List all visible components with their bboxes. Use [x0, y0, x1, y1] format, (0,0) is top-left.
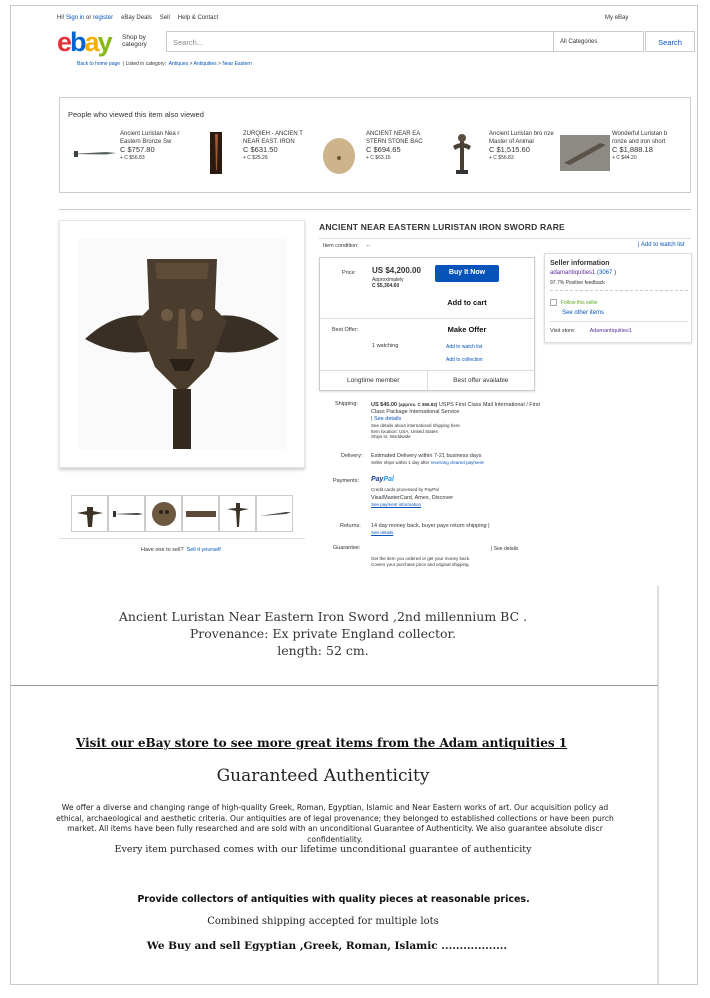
title-divider — [319, 238, 691, 239]
see-other-items-link[interactable]: See other items — [562, 310, 605, 316]
also-viewed-item[interactable] — [437, 130, 559, 182]
buybox-divider — [320, 318, 534, 319]
see-payment-link[interactable]: See payment information — [371, 501, 422, 507]
have-one-text: Have one to sell? — [141, 547, 184, 553]
deals-link[interactable]: eBay Deals — [121, 15, 152, 21]
description-intro — [11, 608, 635, 659]
back-home-link[interactable]: Back to home page — [77, 61, 121, 67]
paypal-logo — [371, 476, 394, 483]
logo-b: b — [70, 27, 85, 57]
also-viewed-item[interactable] — [560, 130, 682, 182]
thumbnail-2[interactable] — [108, 495, 145, 532]
condition-label: Item condition: — [323, 243, 359, 249]
also-viewed-text — [366, 130, 434, 162]
header-links — [57, 15, 218, 21]
item-shipping: + C $44.20 — [612, 155, 637, 161]
follow-seller[interactable] — [550, 299, 598, 306]
returns-details-link[interactable]: See details — [371, 530, 394, 535]
search-input[interactable]: Search... — [166, 31, 554, 52]
card-types: Visa/MasterCard, Amex, Discover — [371, 494, 454, 501]
shop-by-category[interactable]: Shop by category — [122, 34, 147, 48]
guaranteed-heading: Guaranteed Authenticity — [216, 766, 430, 786]
add-to-cart-button[interactable]: Add to cart — [447, 298, 487, 307]
seller-title: Seller information — [550, 260, 610, 267]
item-location: Item location: USA, United States — [371, 428, 438, 434]
seller-score-close: ) — [614, 270, 617, 276]
description-divider — [11, 685, 658, 686]
category-select[interactable]: All Categories — [554, 31, 644, 52]
item-condition — [323, 243, 370, 249]
sell-it-link[interactable]: Sell it yourself — [186, 547, 221, 553]
para-line4: confidentiality. — [307, 834, 363, 844]
thumbnail-6[interactable] — [256, 495, 293, 532]
guarantee-line1: Get the item you ordered or get your money back. — [371, 556, 471, 561]
thumbnail-strip — [71, 495, 293, 532]
store-link[interactable]: Adamantiquities1 — [589, 328, 632, 334]
crumb-antiquities[interactable]: Antiquities — [193, 61, 217, 67]
seller-divider-2 — [550, 321, 688, 322]
item-name[interactable]: ANCIENT NEAR EA STERN STONE BAC — [366, 131, 423, 145]
page — [10, 5, 698, 985]
paypal-a: Pay — [371, 476, 384, 483]
greeting — [57, 15, 113, 21]
best-offer-badge: Best offer available — [427, 371, 535, 390]
stone-thumb-icon[interactable] — [314, 130, 364, 176]
description-scrollbar[interactable] — [657, 586, 659, 985]
seller-feedback: 97.7% Positive feedback — [550, 280, 605, 286]
idol-thumb-icon[interactable] — [437, 130, 487, 176]
seller-name-link[interactable]: adamantiquities1 — [550, 270, 596, 276]
about-paragraph — [10, 803, 665, 845]
item-name[interactable]: Ancient Luristan bro nze Master of Animal — [489, 131, 554, 145]
lifetime-guarantee: Every item purchased comes with our lifetime unconditional guarantee of authenticity — [114, 844, 532, 855]
my-ebay-link[interactable]: My eBay — [605, 15, 629, 21]
delivery-sub — [371, 460, 541, 466]
also-viewed-text — [612, 130, 680, 162]
shipping-price: US $45.00 — [371, 402, 397, 408]
also-viewed-item[interactable] — [314, 130, 436, 182]
register-link[interactable]: register — [93, 15, 114, 21]
thumbnail-1[interactable] — [71, 495, 108, 532]
delivery-value: Estimated Delivery within 7-21 business days — [371, 453, 482, 459]
paypal-b: Pal — [383, 476, 394, 483]
thumbnail-4[interactable] — [182, 495, 219, 532]
delivery-sub-text: Seller ships within 1 day after — [371, 460, 430, 465]
also-viewed-title: People who viewed this item also viewed — [68, 110, 204, 119]
guarantee-info — [371, 556, 541, 567]
shipping-service: USPS First Class Mail International / First Class Package International Service — [371, 402, 540, 415]
logo-a: a — [84, 27, 98, 57]
desc-line3: length: 52 cm. — [277, 643, 369, 658]
delivery-more: - — [483, 460, 485, 465]
follow-label: Follow this seller — [561, 299, 598, 306]
seller-name-line — [550, 270, 616, 276]
item-name[interactable]: ZURQIEH - ANCIEN T NEAR EAST. IRON — [243, 131, 303, 145]
item-title: ANCIENT NEAR EASTERN LURISTAN IRON SWORD RARE — [319, 222, 565, 232]
desc-line1: Ancient Luristan Near Eastern Iron Sword ,2nd millennium BC . — [118, 609, 528, 624]
delivery-label: Delivery: — [341, 453, 363, 459]
thumbnail-3[interactable] — [145, 495, 182, 532]
best-offer-label: Best Offer: — [332, 327, 359, 333]
shipping-info — [371, 401, 541, 440]
para-line3: market. All items have been fully researched and are sold with an unconditional Guarantee of Authenticity. We also guarantee absolute discr — [67, 824, 603, 833]
also-viewed-item[interactable] — [68, 130, 190, 182]
crumb-antiques[interactable]: Antiques — [168, 61, 189, 67]
or-text: or — [86, 15, 92, 21]
listed-label: | Listed in category: — [122, 61, 167, 67]
hi-text: Hi! — [57, 15, 65, 21]
buybox-badges — [320, 370, 534, 390]
search-button[interactable]: Search — [645, 31, 695, 52]
cleared-payment-link[interactable]: receiving cleared payment — [430, 460, 484, 465]
logo-e: e — [57, 27, 71, 57]
approx-value: C $5,304.60 — [372, 283, 400, 289]
also-viewed-text — [489, 130, 557, 162]
desc-line2: Provenance: Ex private England collector. — [189, 626, 457, 641]
credit-cards: Credit cards processed by PayPal — [371, 487, 439, 492]
visit-store — [550, 328, 632, 334]
main-item-picture[interactable] — [59, 220, 305, 468]
condition-value: -- — [366, 243, 371, 249]
we-buy-sell: We Buy and sell Egyptian ,Greek, Roman, Islamic .................. — [146, 940, 508, 952]
item-price: C $694.65 — [366, 145, 401, 154]
price-approx — [372, 277, 404, 289]
dagger-thumb-icon[interactable] — [191, 130, 241, 176]
watching-count: 1 watching — [372, 343, 399, 349]
help-link[interactable]: Help & Contact — [177, 15, 219, 21]
payments-label: Payments: — [333, 478, 359, 484]
buy-it-now-button[interactable]: Buy It Now — [435, 265, 499, 282]
returns-info — [371, 523, 541, 536]
ebay-logo[interactable] — [57, 28, 111, 56]
logo-y: y — [97, 27, 111, 57]
visit-store-link[interactable]: Visit our eBay store to see more great items from the Adam antiquities 1 — [76, 736, 568, 750]
sword-hilt-image — [77, 239, 287, 449]
para-line1: We offer a diverse and changing range of high-quality Greek, Roman, Egyptian, Islamic and Near Eastern works of art. Our acquisition policy ad — [61, 803, 609, 812]
longtime-member-badge: Longtime member — [347, 377, 400, 384]
guarantee-line2: Covers your purchase price and original shipping. — [371, 561, 470, 567]
section-divider — [59, 209, 691, 210]
combined-shipping: Combined shipping accepted for multiple lots — [207, 916, 439, 927]
shipping-details-link[interactable]: | See details — [371, 416, 402, 422]
crumb-sep: > — [218, 61, 221, 67]
crumb-sep: > — [189, 61, 193, 67]
also-viewed-panel — [59, 97, 691, 193]
item-shipping: + C $63.15 — [366, 155, 391, 161]
item-price: C $757.80 — [120, 145, 155, 154]
make-offer-button[interactable]: Make Offer — [447, 325, 487, 334]
seller-divider — [550, 290, 688, 291]
thumbnail-5[interactable] — [219, 495, 256, 532]
ship-more: See details about international shipping here. — [371, 423, 462, 428]
item-price: C $631.50 — [243, 145, 278, 154]
sword-thumb-icon[interactable] — [68, 130, 118, 176]
guarantee-label: Guarantee: — [333, 545, 361, 551]
item-shipping: + C $56.83 — [120, 155, 145, 161]
item-shipping: + C $56.83 — [489, 155, 514, 161]
item-shipping: + C $25.26 — [243, 155, 268, 161]
add-to-collection-link[interactable]: Add to collection — [446, 357, 483, 363]
add-watch-list-link[interactable]: | Add to watch list — [638, 242, 685, 248]
store-label: Visit store: — [550, 328, 576, 334]
guarantee-details-link[interactable]: | See details — [491, 546, 519, 552]
also-viewed-text — [120, 130, 188, 162]
item-name[interactable]: Ancient Luristan Nea r Eastern Bronze Sw — [120, 131, 180, 145]
short-sword-thumb-icon[interactable] — [560, 130, 610, 176]
price-value: US $4,200.00 — [372, 266, 421, 275]
listing-frame — [11, 6, 698, 580]
seller-info-panel — [544, 253, 692, 343]
delivery-info — [371, 453, 541, 466]
sell-link[interactable]: Sell — [159, 15, 170, 21]
crumb-near-eastern[interactable]: Near Eastern — [222, 61, 252, 67]
shipping-approx: (approx. C $56.83) — [398, 402, 438, 407]
sell-prompt — [141, 547, 221, 553]
approx-label: Approximately — [372, 277, 404, 283]
payments-info — [371, 476, 541, 507]
ships-to: Ships to: Worldwide — [371, 434, 411, 439]
also-viewed-text — [243, 130, 311, 162]
breadcrumb — [77, 61, 252, 67]
returns-value: 14 day money back, buyer pays return shipping | — [371, 523, 490, 529]
buy-box — [319, 257, 535, 391]
add-to-watch-list-link[interactable]: Add to watch list — [446, 344, 483, 350]
shipping-label: Shipping: — [335, 401, 358, 407]
picture-divider — [59, 538, 305, 539]
also-viewed-item[interactable] — [191, 130, 313, 182]
item-price: C $1,888.18 — [612, 145, 653, 154]
provide-collectors: Provide collectors of antiquities with quality pieces at reasonable prices. — [137, 894, 530, 905]
follow-checkbox-icon[interactable] — [550, 299, 557, 306]
sign-in-link[interactable]: Sign in — [66, 15, 85, 21]
item-name[interactable]: Wonderful Luristan b ronze and iron short — [612, 131, 668, 145]
para-line2: ethical, archaeological and aesthetic criteria. Our antiquities are of legal provenance; they belonged to established collections or have been purch — [56, 813, 614, 823]
returns-label: Returns: — [340, 523, 361, 529]
price-label: Price: — [342, 270, 357, 276]
seller-score-link[interactable]: (3067 — [597, 270, 613, 276]
item-price: C $1,515.60 — [489, 145, 530, 154]
